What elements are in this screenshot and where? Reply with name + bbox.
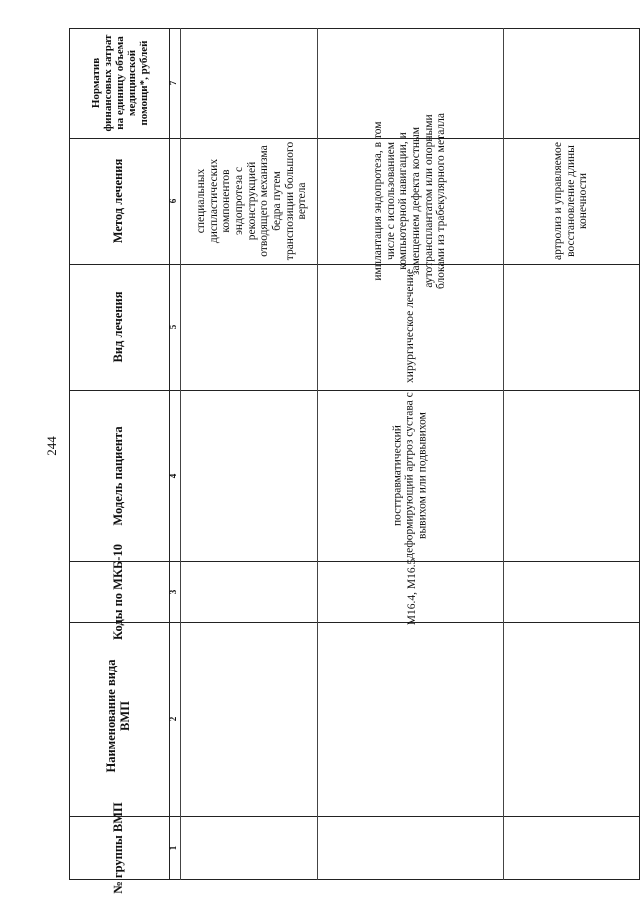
column-number: 6 bbox=[168, 198, 179, 204]
header-group-number: № группы ВМП bbox=[111, 802, 126, 894]
data-table bbox=[69, 28, 640, 894]
header-treatment-method: Метод лечения bbox=[111, 158, 126, 244]
column-number: 7 bbox=[168, 80, 179, 86]
method-cell: специальных диспластических компонентов эндопротеза с реконструкцией отводящего механизма бедра путем транспозиции большого вертела bbox=[195, 141, 309, 261]
treatment-type-cell: хирургическое лечение bbox=[403, 269, 416, 383]
icd-codes-cell: M16.4, M16.5 bbox=[405, 558, 418, 626]
header-icd-codes: Коды по МКБ-10 bbox=[111, 544, 126, 640]
column-number: 5 bbox=[168, 324, 179, 330]
method-cell: имплантация эндопротеза, в том числе с использованием компьютерной навигации, и замещением дефекта костным аутотрансплантатом или опорными блоками из трабекулярного металла bbox=[372, 113, 448, 290]
number-row-divider bbox=[180, 28, 181, 880]
column-number: 1 bbox=[168, 845, 179, 851]
column-number: 3 bbox=[168, 589, 179, 595]
header-treatment-type: Вид лечения bbox=[111, 291, 126, 363]
row-divider bbox=[317, 28, 318, 880]
method-cell: артролиз и управляемое восстановление длины конечности bbox=[552, 142, 590, 260]
column-number: 2 bbox=[168, 716, 179, 722]
header-vmp-name: Наименование вида ВМП bbox=[104, 659, 132, 773]
row-divider bbox=[503, 28, 504, 880]
header-cost-standard: Норматив финансовых затрат на единицу объема медицинской помощи*, рублей bbox=[89, 34, 151, 132]
column-number: 4 bbox=[168, 473, 179, 479]
patient-model-cell: посттравматический деформирующий артроз сустава с вывихом или подвывихом bbox=[391, 392, 429, 559]
page-number: 244 bbox=[44, 436, 59, 456]
header-patient-model: Модель пациента bbox=[111, 426, 126, 526]
